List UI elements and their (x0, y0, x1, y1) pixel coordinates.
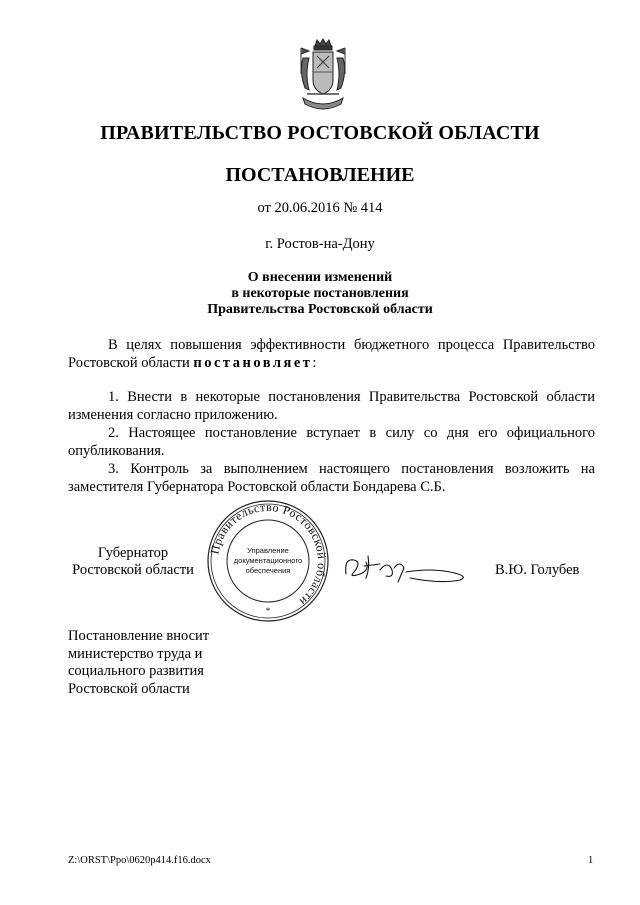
seal-inner-line: Управление (247, 546, 289, 555)
signatory-name: В.Ю. Голубев (495, 562, 580, 578)
preamble-paragraph (68, 336, 595, 372)
preamble-text: В целях повышения эффективности бюджетного процесса Правительство Ростовской области (68, 337, 595, 371)
date-number-line: от 20.06.2016 № 414 (257, 200, 383, 216)
decree-suffix: : (312, 355, 317, 371)
official-seal-stamp (206, 499, 330, 623)
submitted-by-line: социального развития (68, 663, 204, 679)
decree-item-1: 1. Внести в некоторые постановления Правительства Ростовской области изменения согласно приложению. (68, 389, 595, 423)
document-type: ПОСТАНОВЛЕНИЕ (225, 164, 415, 186)
footer-file-path: Z:\ORST\Ppo\0620p414.f16.docx (68, 855, 211, 866)
decree-item-2: 2. Настоящее постановление вступает в силу со дня его официального опубликования. (68, 425, 595, 459)
subject-line: О внесении изменений (247, 270, 393, 285)
submitted-by-block (68, 628, 209, 698)
seal-inner-line: обеспечения (245, 566, 291, 575)
subject-line: в некоторые постановления (231, 286, 409, 301)
document-subject (0, 270, 640, 318)
organization-title: ПРАВИТЕЛЬСТВО РОСТОВСКОЙ ОБЛАСТИ (100, 122, 540, 144)
signatory-title-line: Губернатор (97, 545, 169, 561)
submitted-by-line: Постановление вносит (68, 628, 210, 644)
decree-item-3: 3. Контроль за выполнением настоящего постановления возложить на заместителя Губернатора Ростовской области Бондарева С.Б. (68, 461, 595, 495)
decree-word: постановляет (193, 355, 313, 371)
seal-inner-line: документационного (233, 556, 303, 565)
submitted-by-line: министерство труда и (68, 645, 203, 662)
subject-line: Правительства Ростовской области (207, 302, 433, 317)
handwritten-signature (340, 548, 475, 586)
coat-of-arms-icon (295, 38, 351, 116)
submitted-by-line: Ростовской области (68, 680, 190, 697)
signatory-title (68, 545, 198, 579)
svg-text:*: * (265, 606, 271, 616)
page-number: 1 (588, 855, 594, 866)
seal-outer-text: Правительство Ростовской области (207, 499, 330, 609)
signatory-title-line: Ростовской области (72, 562, 194, 578)
city-line: г. Ростов-на-Дону (265, 236, 375, 252)
